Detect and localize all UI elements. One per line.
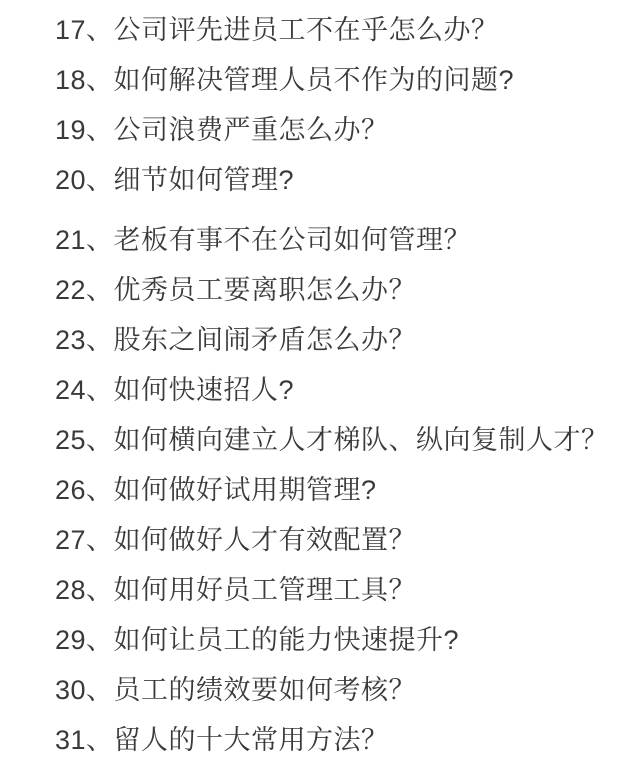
list-item: 27、如何做好人才有效配置？ [55, 525, 417, 555]
list-item: 26、如何做好试用期管理? [55, 475, 377, 505]
list-item: 22、优秀员工要离职怎么办？ [55, 275, 417, 305]
list-item: 23、股东之间闹矛盾怎么办？ [55, 325, 417, 355]
list-item: 28、如何用好员工管理工具？ [55, 575, 417, 605]
list-item: 31、留人的十大常用方法？ [55, 725, 389, 755]
list-item: 30、员工的绩效要如何考核？ [55, 675, 417, 705]
list-item: 18、如何解决管理人员不作为的问题? [55, 65, 515, 95]
list-item: 17、公司评先进员工不在乎怎么办？ [55, 15, 499, 45]
list-item: 20、细节如何管理? [55, 165, 295, 195]
list-item: 29、如何让员工的能力快速提升? [55, 625, 460, 655]
list-item: 25、如何横向建立人才梯队、纵向复制人才？ [55, 425, 609, 455]
list-item: 19、公司浪费严重怎么办？ [55, 115, 389, 145]
list-item: 21、老板有事不在公司如何管理？ [55, 225, 472, 255]
list-item: 24、如何快速招人? [55, 375, 295, 405]
